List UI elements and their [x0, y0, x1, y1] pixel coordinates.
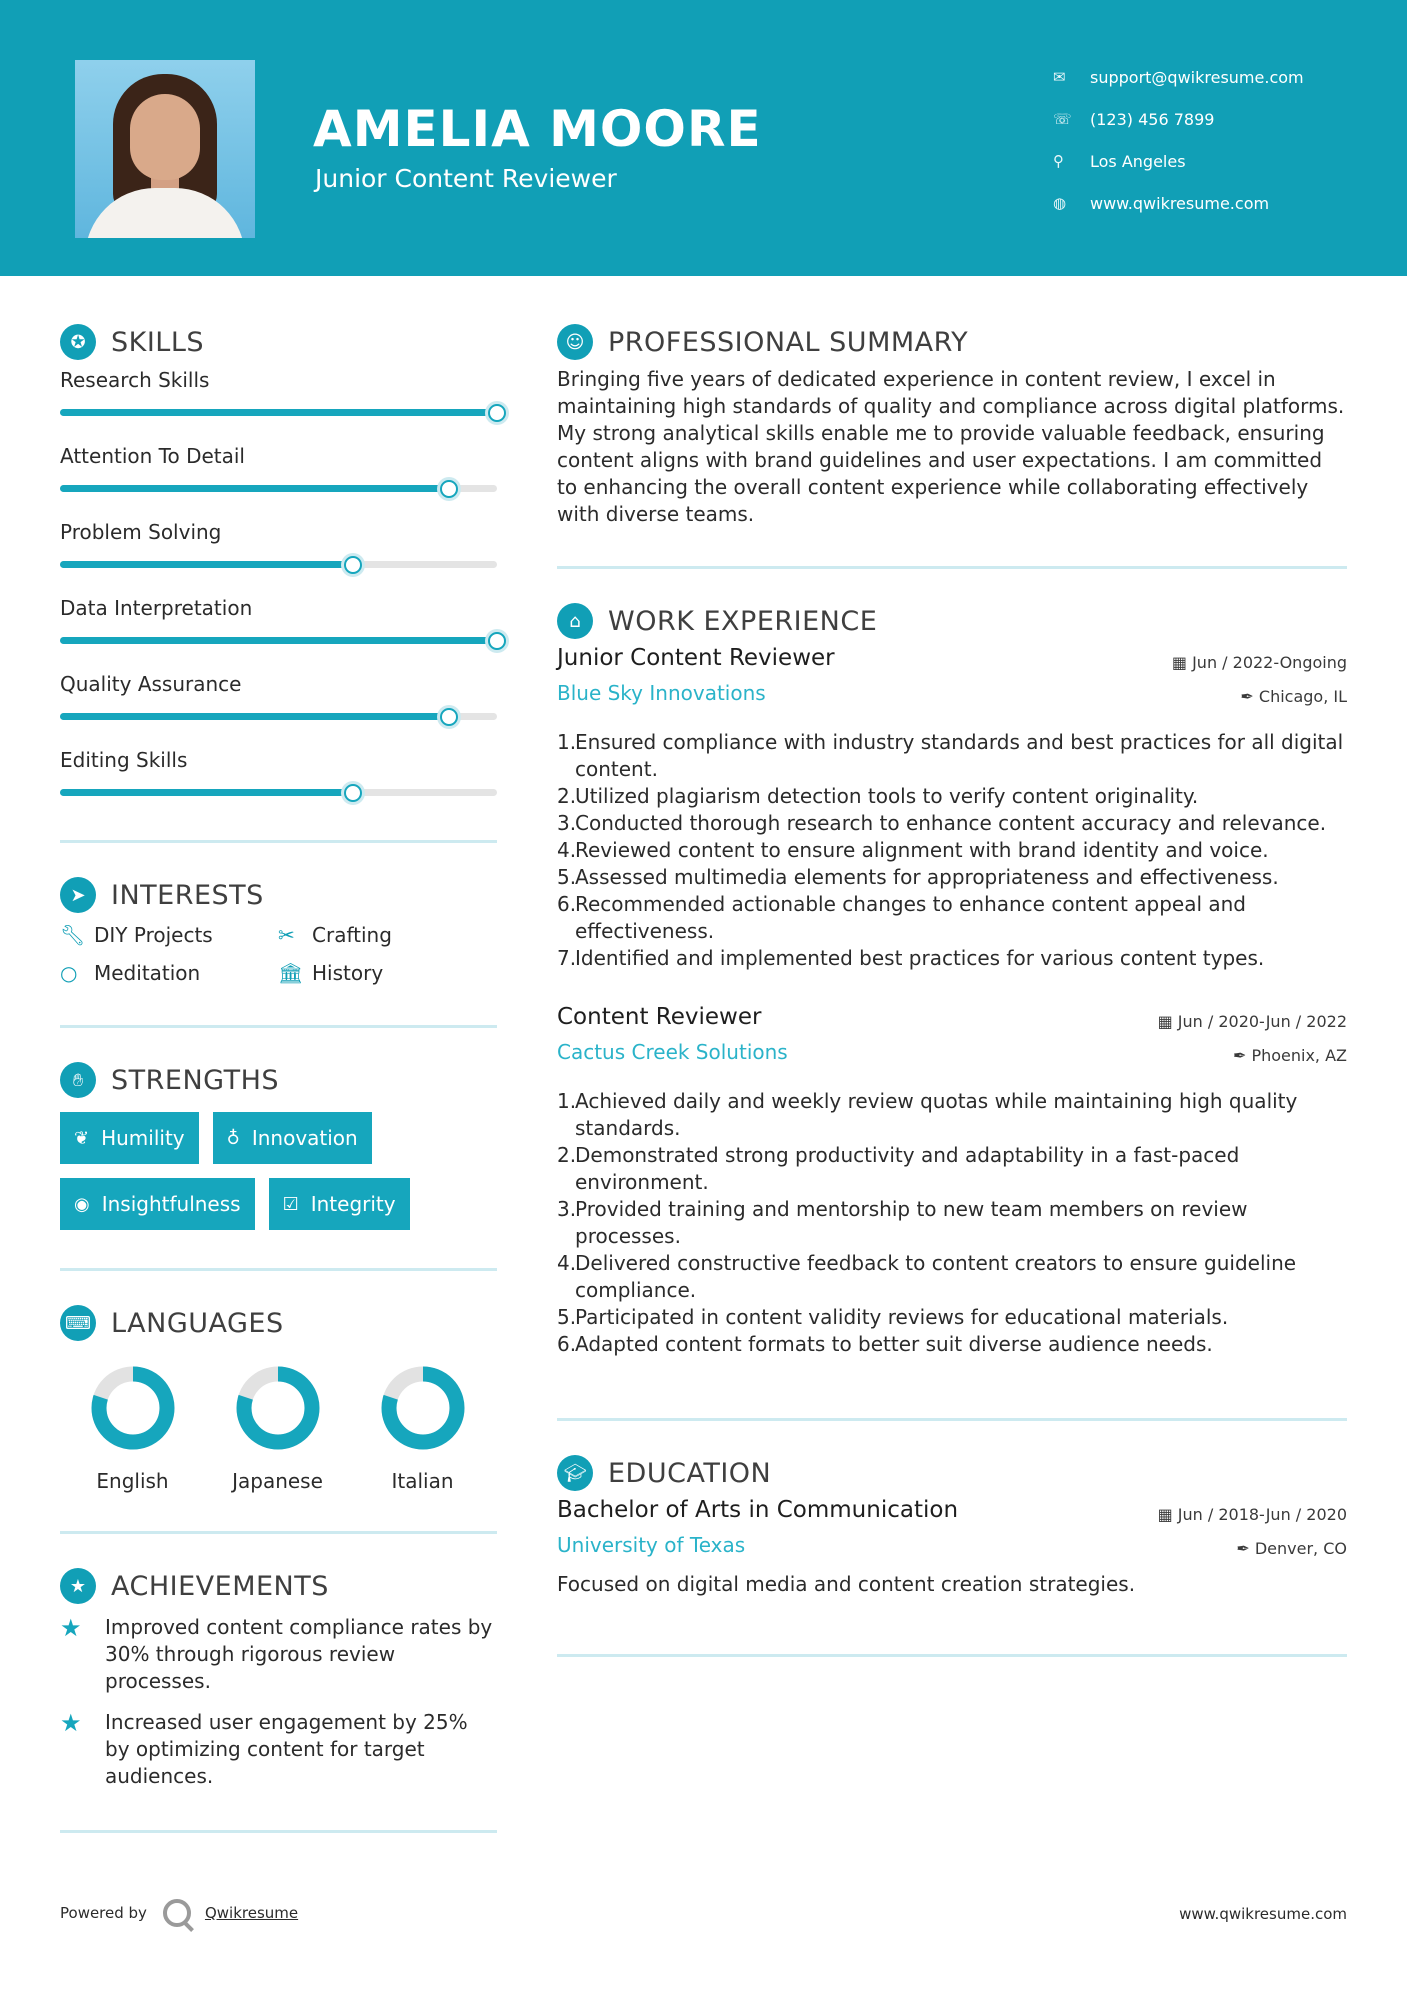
skill-name: Quality Assurance: [60, 672, 242, 696]
skill-bar-knob: [440, 480, 458, 498]
education-section: [557, 1451, 1347, 1657]
interest-label: DIY Projects: [94, 923, 213, 947]
pin-icon: ✒: [1240, 687, 1259, 706]
education-school[interactable]: University of Texas: [557, 1533, 746, 1557]
bullet-number: 3.: [557, 1197, 577, 1221]
eye-icon: ◉: [74, 1193, 90, 1215]
education-date: [1158, 1505, 1347, 1524]
contact-email[interactable]: [1053, 56, 1304, 98]
job-bullet: [557, 1331, 1347, 1358]
check-square-icon: ☑: [282, 1193, 299, 1215]
globe-icon: ◍: [1053, 194, 1067, 212]
skill-bar-fill: [60, 713, 449, 720]
bullet-number: 5.: [557, 1305, 577, 1329]
job-bullet: [557, 891, 1347, 945]
strengths-header: [60, 1058, 497, 1102]
summary-text: Bringing five years of dedicated experience in content review, I excel in maintaining high standards of quality and compliance across digital platforms. My strong analytical skills enable me to provide valuable feedback, ensuring content aligns with brand guidelines and user expectations. I am committed to enhancing the overall content experience while collaborating effectively with diverse teams.: [557, 367, 1345, 526]
section-divider: [60, 1025, 497, 1028]
achievement-item: [60, 1614, 497, 1695]
interest-item: [60, 961, 278, 985]
section-divider: [60, 840, 497, 843]
strengths-section: [60, 1058, 497, 1271]
skills-title: SKILLS: [111, 326, 205, 358]
languages-section: [60, 1301, 497, 1534]
strength-tag: [60, 1178, 255, 1230]
skill-bar-knob: [488, 632, 506, 650]
achievement-text: Improved content compliance rates by 30% through rigorous review processes.: [105, 1615, 493, 1693]
section-divider: [60, 1268, 497, 1271]
contact-email-text: support@qwikresume.com: [1090, 67, 1304, 87]
language-item: [350, 1365, 495, 1493]
job-bullet: [557, 1304, 1347, 1331]
candidate-role: Junior Content Reviewer: [315, 164, 617, 193]
achievements-section: [60, 1564, 497, 1833]
bullet-text: Identified and implemented best practices for various content types.: [575, 946, 1265, 970]
scissors-icon: ✂: [278, 923, 295, 947]
skill-item: [60, 744, 497, 820]
job-bullet: [557, 729, 1347, 783]
summary-title: PROFESSIONAL SUMMARY: [608, 326, 969, 358]
star-icon: ★: [60, 1709, 82, 1737]
strength-tag: [269, 1178, 410, 1230]
skill-name: Editing Skills: [60, 748, 188, 772]
lightbulb-icon: ✪: [60, 324, 96, 360]
skill-item: [60, 440, 497, 516]
languages-list: [60, 1365, 497, 1493]
paper-plane-icon: ➤: [60, 877, 96, 913]
skill-item: [60, 592, 497, 668]
wrench-icon: 🔧︎: [60, 923, 86, 947]
job-date: [1158, 1012, 1347, 1031]
skill-item: [60, 516, 497, 592]
job-date: [1172, 653, 1347, 672]
education-location-text: Denver, CO: [1254, 1539, 1347, 1558]
contact-location-text: Los Angeles: [1090, 151, 1186, 171]
contact-location: [1053, 140, 1304, 182]
strengths-tags: [60, 1112, 497, 1230]
strength-label: Insightfulness: [101, 1192, 241, 1216]
job-company[interactable]: Cactus Creek Solutions: [557, 1040, 788, 1064]
language-level-ring: [90, 1365, 176, 1451]
phone-icon: ☏: [1053, 110, 1072, 128]
job-date-text: Jun / 2022-Ongoing: [1192, 653, 1347, 672]
star-icon: ★: [60, 1614, 82, 1642]
job-title: Junior Content Reviewer: [557, 645, 835, 671]
education-title: EDUCATION: [608, 1457, 772, 1489]
interest-item: [278, 961, 497, 985]
lightbulb-icon: ♁: [226, 1127, 240, 1149]
education-header: [557, 1451, 1347, 1495]
languages-title: LANGUAGES: [111, 1307, 284, 1339]
job-entry: [557, 645, 1347, 972]
job-bullet: [557, 1142, 1347, 1196]
interest-label: Meditation: [94, 961, 201, 985]
experience-title: WORK EXPERIENCE: [608, 605, 878, 637]
achievements-title: ACHIEVEMENTS: [111, 1570, 329, 1602]
skill-bar-knob: [440, 708, 458, 726]
calendar-icon: ▦: [1171, 653, 1193, 672]
interest-label: Crafting: [312, 923, 392, 947]
job-location-text: Chicago, IL: [1258, 687, 1347, 706]
bullet-number: 6.: [557, 1332, 577, 1356]
right-column: [557, 320, 1347, 1657]
strength-tag: [213, 1112, 372, 1164]
education-description: Focused on digital media and content creation strategies.: [557, 1572, 1136, 1596]
skill-bar-knob: [344, 556, 362, 574]
language-level-ring: [235, 1365, 321, 1451]
interests-title: INTERESTS: [111, 879, 264, 911]
bullet-text: Delivered constructive feedback to content creators to ensure guideline compliance.: [575, 1251, 1297, 1302]
summary-section: [557, 320, 1347, 569]
calendar-icon: ▦: [1157, 1012, 1178, 1031]
bullet-text: Conducted thorough research to enhance content accuracy and relevance.: [575, 811, 1327, 835]
interests-section: [60, 873, 497, 1028]
language-name: English: [96, 1469, 169, 1493]
left-column: [60, 320, 497, 1833]
education-entry: [557, 1497, 1347, 1598]
section-divider: [60, 1830, 497, 1833]
job-company[interactable]: Blue Sky Innovations: [557, 681, 766, 705]
hand-icon: ✋︎: [60, 1062, 96, 1098]
achievements-header: [60, 1564, 497, 1608]
profile-photo: [75, 60, 255, 238]
museum-icon: 🏛︎: [278, 961, 304, 985]
skill-name: Problem Solving: [60, 520, 222, 544]
skills-section: [60, 320, 497, 843]
interest-label: History: [312, 961, 384, 985]
strength-label: Innovation: [251, 1126, 358, 1150]
qwikresume-logo-icon: [163, 1899, 191, 1927]
section-divider: [60, 1531, 497, 1534]
bullet-number: 4.: [557, 838, 577, 862]
job-location: [1240, 687, 1347, 706]
skill-name: Research Skills: [60, 368, 210, 392]
language-name: Japanese: [232, 1469, 323, 1493]
contact-list: [1053, 56, 1304, 224]
pin-icon: ✒: [1232, 1046, 1252, 1065]
experience-header: [557, 599, 1347, 643]
strength-label: Integrity: [310, 1192, 396, 1216]
bullet-number: 4.: [557, 1251, 577, 1275]
strength-label: Humility: [101, 1126, 185, 1150]
footer-powered-by: [60, 1899, 298, 1927]
contact-website[interactable]: [1053, 182, 1304, 224]
job-bullet: [557, 1250, 1347, 1304]
office-chair-icon: ⌂: [557, 603, 593, 639]
bullet-number: 1.: [557, 730, 577, 754]
skill-name: Attention To Detail: [60, 444, 245, 468]
candidate-name: AMELIA MOORE: [313, 100, 762, 158]
job-bullet: [557, 810, 1347, 837]
circle-icon: ○: [60, 961, 78, 985]
section-divider: [557, 1418, 1347, 1421]
skill-bar-fill: [60, 561, 353, 568]
summary-header: [557, 320, 1347, 364]
contact-website-text: www.qwikresume.com: [1090, 193, 1270, 213]
experience-section: [557, 599, 1347, 1421]
skills-list: [60, 364, 497, 820]
language-icon: ⌨: [60, 1305, 96, 1341]
skill-bar: [60, 637, 497, 644]
contact-phone[interactable]: [1053, 98, 1304, 140]
contact-phone-text: (123) 456 7899: [1090, 109, 1215, 129]
skill-name: Data Interpretation: [60, 596, 253, 620]
bullet-number: 2.: [557, 1143, 577, 1167]
bullet-text: Achieved daily and weekly review quotas while maintaining high quality standards.: [575, 1089, 1298, 1140]
user-icon: ☺: [557, 324, 593, 360]
interests-grid: [60, 923, 497, 985]
job-date-text: Jun / 2020-Jun / 2022: [1177, 1012, 1347, 1031]
strength-tag: [60, 1112, 199, 1164]
bullet-number: 6.: [557, 892, 577, 916]
strengths-title: STRENGTHS: [111, 1064, 280, 1096]
bullet-number: 1.: [557, 1089, 577, 1113]
footer-url[interactable]: www.qwikresume.com: [1179, 1905, 1347, 1923]
interests-header: [60, 873, 497, 917]
powered-by-label: Powered by: [60, 1904, 147, 1922]
section-divider: [557, 566, 1347, 569]
header-banner: [0, 0, 1407, 276]
skill-bar-knob: [344, 784, 362, 802]
job-bullet: [557, 1196, 1347, 1250]
bullet-text: Reviewed content to ensure alignment with brand identity and voice.: [575, 838, 1269, 862]
job-bullet: [557, 1088, 1347, 1142]
job-bullets: [557, 1088, 1347, 1358]
job-bullet: [557, 783, 1347, 810]
calendar-icon: ▦: [1157, 1505, 1178, 1524]
leaf-icon: ❦: [74, 1127, 90, 1149]
skill-bar-fill: [60, 637, 497, 644]
education-degree: Bachelor of Arts in Communication: [557, 1497, 959, 1523]
bullet-text: Participated in content validity reviews for educational materials.: [575, 1305, 1229, 1329]
skill-bar-fill: [60, 789, 353, 796]
language-level-ring: [380, 1365, 466, 1451]
skill-bar: [60, 789, 497, 796]
star-icon: ★: [60, 1568, 96, 1604]
skills-header: [60, 320, 497, 364]
achievement-text: Increased user engagement by 25% by optimizing content for target audiences.: [105, 1710, 468, 1788]
bullet-text: Recommended actionable changes to enhance content appeal and effectiveness.: [575, 892, 1247, 943]
bullet-number: 5.: [557, 865, 577, 889]
bullet-number: 2.: [557, 784, 577, 808]
bullet-number: 7.: [557, 946, 577, 970]
achievement-item: [60, 1709, 497, 1790]
skill-item: [60, 668, 497, 744]
interest-item: [278, 923, 497, 947]
skill-bar: [60, 561, 497, 568]
job-bullet: [557, 864, 1347, 891]
language-item: [60, 1365, 205, 1493]
languages-header: [60, 1301, 497, 1345]
bullet-text: Utilized plagiarism detection tools to verify content originality.: [575, 784, 1199, 808]
language-name: Italian: [391, 1469, 454, 1493]
bullet-text: Adapted content formats to better suit diverse audience needs.: [575, 1332, 1213, 1356]
skill-bar: [60, 409, 497, 416]
job-location: [1233, 1046, 1347, 1065]
jobs-list: [557, 645, 1347, 1358]
pin-icon: ✒: [1236, 1539, 1255, 1558]
job-bullets: [557, 729, 1347, 972]
job-location-text: Phoenix, AZ: [1251, 1046, 1347, 1065]
bullet-number: 3.: [557, 811, 577, 835]
education-date-text: Jun / 2018-Jun / 2020: [1177, 1505, 1347, 1524]
job-bullet: [557, 837, 1347, 864]
job-entry: [557, 1004, 1347, 1358]
language-item: [205, 1365, 350, 1493]
job-bullet: [557, 945, 1347, 972]
bullet-text: Assessed multimedia elements for appropriateness and effectiveness.: [575, 865, 1279, 889]
envelope-icon: ✉: [1053, 68, 1066, 86]
qwikresume-link[interactable]: Qwikresume: [204, 1904, 299, 1922]
bullet-text: Provided training and mentorship to new team members on review processes.: [575, 1197, 1248, 1248]
education-location: [1236, 1539, 1347, 1558]
skill-bar: [60, 713, 497, 720]
map-pin-icon: ⚲: [1053, 152, 1064, 170]
skill-bar-knob: [488, 404, 506, 422]
skill-item: [60, 364, 497, 440]
skill-bar-fill: [60, 485, 449, 492]
section-divider: [557, 1654, 1347, 1657]
job-title: Content Reviewer: [557, 1004, 762, 1030]
graduate-icon: 🎓︎: [557, 1455, 593, 1491]
skill-bar-fill: [60, 409, 497, 416]
bullet-text: Ensured compliance with industry standards and best practices for all digital content.: [575, 730, 1344, 781]
interest-item: [60, 923, 278, 947]
bullet-text: Demonstrated strong productivity and adaptability in a fast-paced environment.: [575, 1143, 1240, 1194]
skill-bar: [60, 485, 497, 492]
